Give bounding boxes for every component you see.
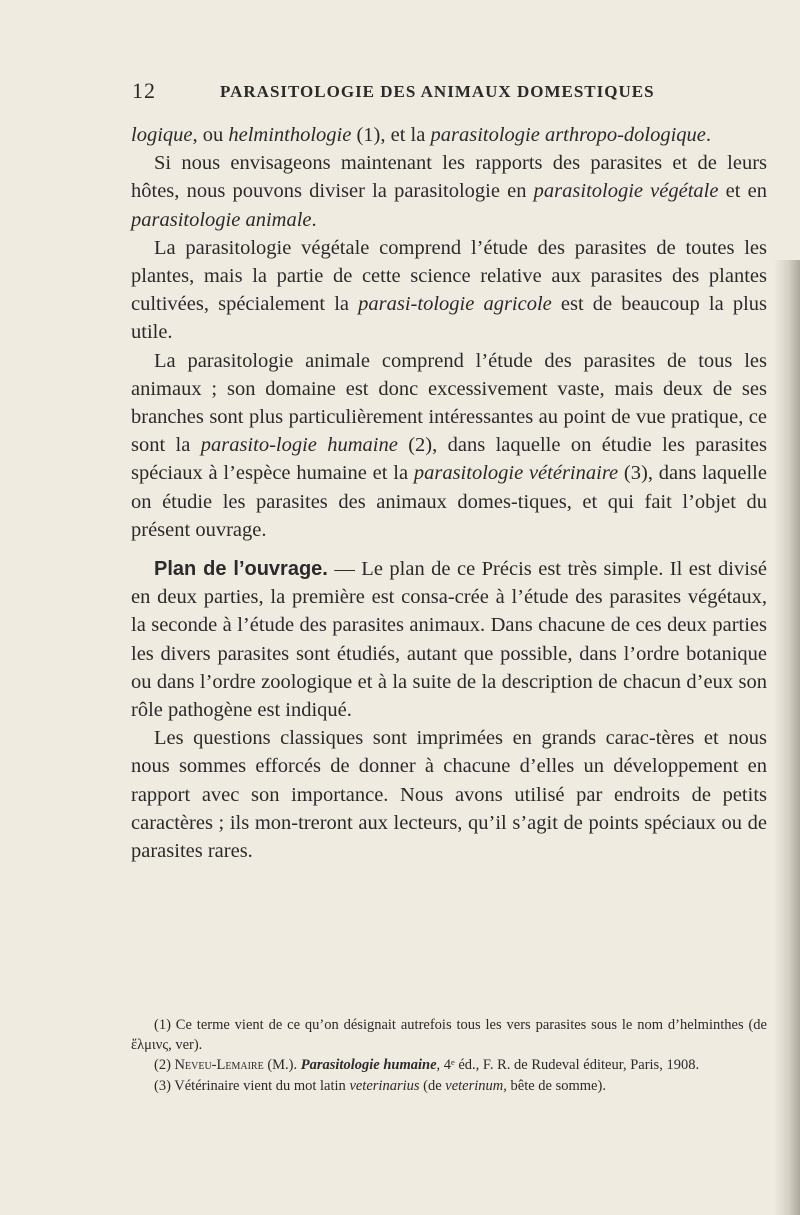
italic-text: parasitologie arthropo-dologique [430, 124, 706, 146]
paragraph [131, 724, 767, 865]
text-run: et en [718, 180, 767, 203]
paragraph [131, 121, 767, 149]
running-title: PARASITOLOGIE DES ANIMAUX DOMESTIQUES [220, 82, 655, 101]
text-run: Si nous envisageons maintenant les rapports des parasites et de leurs hôtes, nous pouvons diviser la parasitologie en [131, 152, 767, 203]
text-run: (2), dans laquelle on étudie les parasites spéciaux à l’espèce humaine et la [131, 434, 768, 485]
text-run: (de [419, 1077, 446, 1094]
body-text [131, 121, 767, 865]
text-run: , 4ᵉ éd., F. R. de Rudeval éditeur, Paris, 1908. [436, 1057, 700, 1074]
italic-text: helminthologie [228, 124, 352, 146]
text-run: (3) Vétérinaire vient du mot latin [154, 1077, 350, 1094]
text-run: (1) Ce terme vient de ce qu’on désignait autrefois tous les vers parasites sous le nom d’helminthes (de ἕλμινς, ver). [131, 1017, 767, 1054]
footnote [131, 1055, 767, 1075]
italic-text: veterinarius [349, 1077, 420, 1094]
text-run: (3), dans laquelle on étudie les parasites des animaux domes-tiques, et qui fait l’objet du présent ouvrage. [131, 462, 767, 541]
italic-text: parasitologie végétale [533, 180, 719, 203]
italic-text: logique [131, 124, 193, 146]
italic-text: parasitologie animale [131, 208, 312, 231]
page-edge-shadow [774, 260, 800, 1215]
text-run: (1), et la [351, 124, 431, 146]
paragraph [131, 149, 767, 234]
text-run: La parasitologie animale comprend l’étude des parasites de tous les animaux ; son domaine est donc excessivement vaste, mais deux de ses branches sont plus particulièrement intéressantes au point de vue pratique, ce sont la [131, 349, 767, 457]
footnote [131, 1015, 767, 1055]
footnote [131, 1076, 767, 1096]
italic-text: parasito-logie humaine [200, 434, 398, 457]
italic-text: Parasitologie humaine [300, 1057, 437, 1074]
italic-text: veterinum [445, 1077, 504, 1094]
italic-text: parasi-tologie agricole [358, 293, 552, 316]
text-run: est de beaucoup la plus utile. [131, 293, 768, 344]
text-run: , bête de somme). [503, 1077, 606, 1094]
paragraph [131, 234, 767, 347]
text-run: Les questions classiques sont imprimées en grands carac-tères et nous nous sommes efforcés de donner à chacune d’elles un développement en rapport avec son importance. Nous avons utilisé par endroits de petits caractères ; ils mon-treront aux lecteurs, qu’il s’agit de points spéciaux ou de parasites rares. [131, 727, 767, 863]
text-run: (2) [154, 1057, 175, 1074]
italic-text: parasitologie vétérinaire [413, 462, 619, 485]
text-run: . [311, 208, 317, 231]
text-run: — Le plan de ce Précis est très simple. Il est divisé en deux parties, la première est consa-crée à l’étude des parasites végétaux, la seconde à l’étude des parasites animaux. Dans chacune de ces deux parties les divers parasites sont étudiés, autant que possible, dans l’ordre botanique ou dans l’ordre zoologique et à la suite de la description de chacun d’eux son rôle pathogène est indiqué. [131, 558, 767, 722]
text-run: Neveu-Lemaire [174, 1057, 264, 1074]
paragraph [131, 347, 767, 544]
text-run: (M.). [263, 1057, 301, 1074]
page-number: 12 [132, 78, 156, 103]
footnotes [131, 1015, 767, 1096]
paragraph-plan [131, 555, 767, 724]
text-run: La parasitologie végétale comprend l’étude des parasites de toutes les plantes, mais la partie de cette science relative aux parasites des plantes cultivées, spécialement la [131, 236, 767, 316]
section-heading: Plan de l’ouvrage. [154, 558, 328, 581]
text-run: , ou [192, 124, 229, 146]
text-run: . [705, 124, 712, 146]
